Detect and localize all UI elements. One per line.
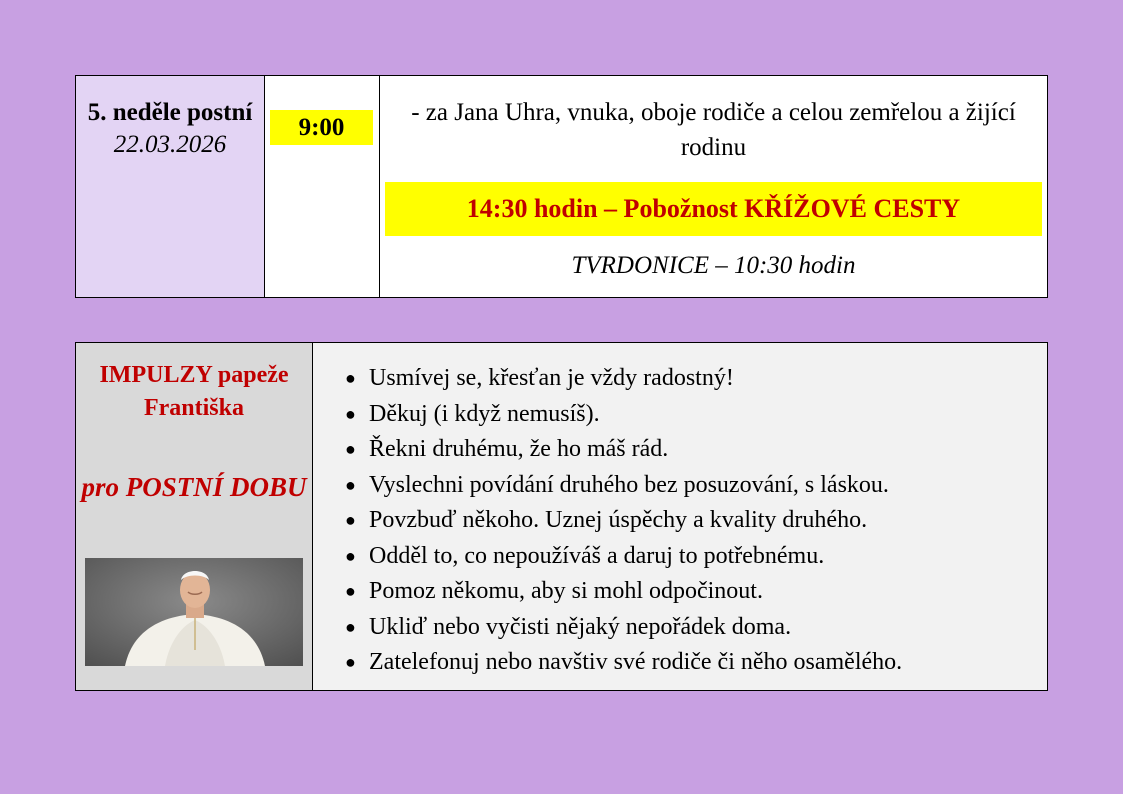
bullet-icon: ● (345, 439, 356, 459)
lent-impulses-table (75, 342, 1048, 691)
intention-cell (380, 76, 1047, 297)
list-item: ● Zatelefonuj nebo navštiv své rodiče či něho osamělého. (345, 645, 902, 681)
impulses-header-cell (76, 343, 313, 690)
mass-time: 9:00 (270, 110, 373, 145)
day-title: 5. neděle postní (87, 99, 253, 126)
time-cell (265, 76, 380, 297)
bullet-icon: ● (345, 403, 356, 424)
date-cell (76, 76, 265, 297)
bullet-icon: ● (345, 474, 356, 495)
list-item: ● Vyslechni povídání druhého bez posuzování, s láskou. (345, 468, 902, 504)
pope-portrait-illustration (85, 558, 303, 666)
list-item: ● Děkuj (i když nemusíš). (345, 397, 902, 433)
pope-francis-photo (85, 558, 303, 666)
bullet-icon: ● (345, 510, 356, 530)
mass-schedule-table (75, 75, 1048, 298)
other-parish-mass: TVRDONICE – 10:30 hodin (571, 252, 856, 279)
impulses-title: IMPULZY papeže Františka (99, 362, 289, 421)
list-item: ● Řekni druhému, že ho máš rád. (345, 432, 902, 468)
list-item: ● Odděl to, co nepoužíváš a daruj to potřebnému. (345, 539, 902, 575)
impulses-subtitle: pro POSTNÍ DOBU (81, 472, 307, 502)
date-label: 22.03.2026 (113, 131, 227, 158)
list-item: ● Ukliď nebo vyčisti nějaký nepořádek doma. (345, 610, 902, 646)
bullet-icon: ● (345, 652, 356, 672)
bullet-icon: ● (345, 616, 356, 637)
mass-intention: - za Jana Uhra, vnuka, oboje rodiče a celou zemřelou a žijící rodinu (411, 99, 1016, 161)
bullet-icon: ● (345, 581, 356, 601)
impulses-list (345, 361, 902, 681)
bullet-icon: ● (345, 368, 356, 388)
list-item: ● Usmívej se, křesťan je vždy radostný! (345, 361, 902, 397)
bullet-icon: ● (345, 545, 356, 566)
list-item: ● Povzbuď někoho. Uznej úspěchy a kvality druhého. (345, 503, 902, 539)
stations-of-cross-notice: 14:30 hodin – Pobožnost KŘÍŽOVÉ CESTY (385, 182, 1042, 236)
impulses-list-cell (313, 343, 1047, 690)
list-item: ● Pomoz někomu, aby si mohl odpočinout. (345, 574, 902, 610)
